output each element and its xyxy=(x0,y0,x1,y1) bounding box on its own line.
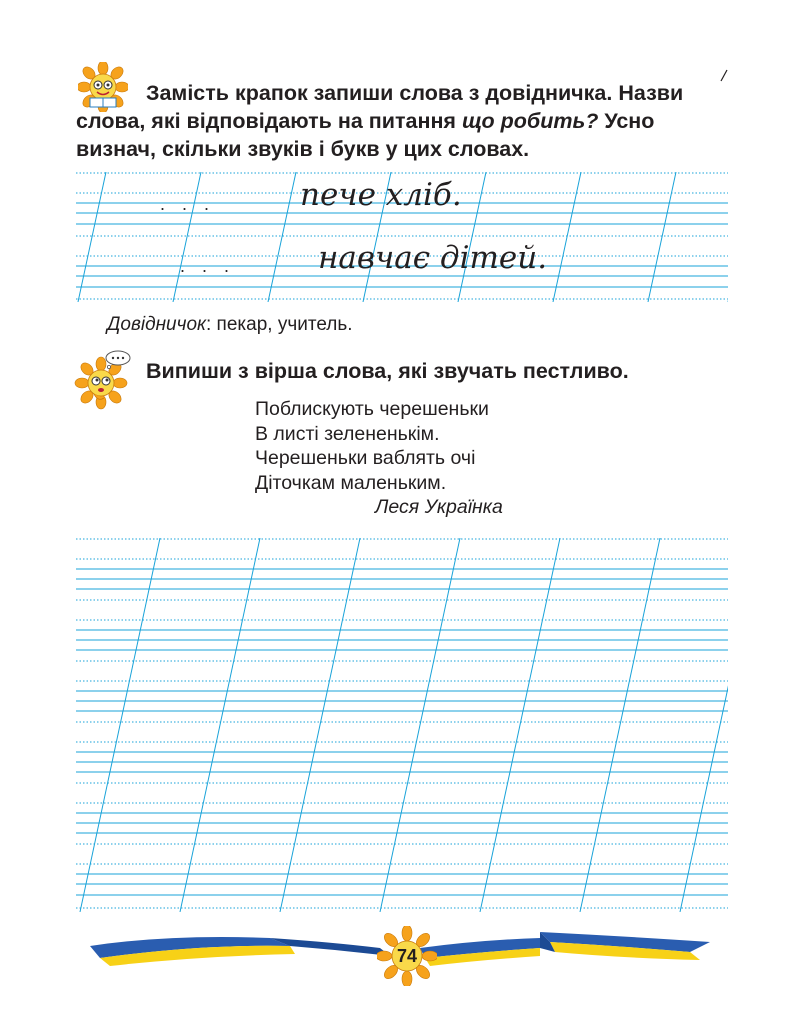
poem-line: Черешеньки ваблять очі xyxy=(255,447,476,469)
sunflower-thinking-icon xyxy=(74,350,132,410)
cursive-text-row2: навчає дітей. xyxy=(318,240,548,276)
task1-instruction-line2: слова, які відповідають на питання що робить? Усно xyxy=(76,109,655,133)
blank-dots-row1: . . . xyxy=(160,194,216,214)
poem-line: Діточкам маленьким. xyxy=(255,471,447,494)
reference-box xyxy=(107,313,353,337)
poem-line: Поблискують черешеньки xyxy=(255,398,489,420)
reference-label: Довідничок xyxy=(107,314,206,335)
blank-dots-row2: . . . xyxy=(180,256,236,276)
cursive-text-row1: пече хліб. xyxy=(300,177,462,213)
reference-words: : пекар, учитель. xyxy=(205,314,353,335)
poem-line: В листі зелененькім. xyxy=(255,422,440,445)
sunflower-reading-icon xyxy=(78,62,128,112)
accent-mark xyxy=(719,68,729,82)
writing-lines-task2[interactable] xyxy=(76,538,728,912)
poem-author: Леся Українка xyxy=(375,496,503,518)
task1-instruction-line3: визнач, скільки звуків і букв у цих словах. xyxy=(76,137,530,161)
poem xyxy=(255,397,503,520)
task1-instruction-line1: Замість крапок запиши слова з довідничка. Назви xyxy=(146,81,684,105)
page-number: 74 xyxy=(396,946,418,966)
task2-instruction: Випиши з вірша слова, які звучать пестливо. xyxy=(146,359,629,383)
